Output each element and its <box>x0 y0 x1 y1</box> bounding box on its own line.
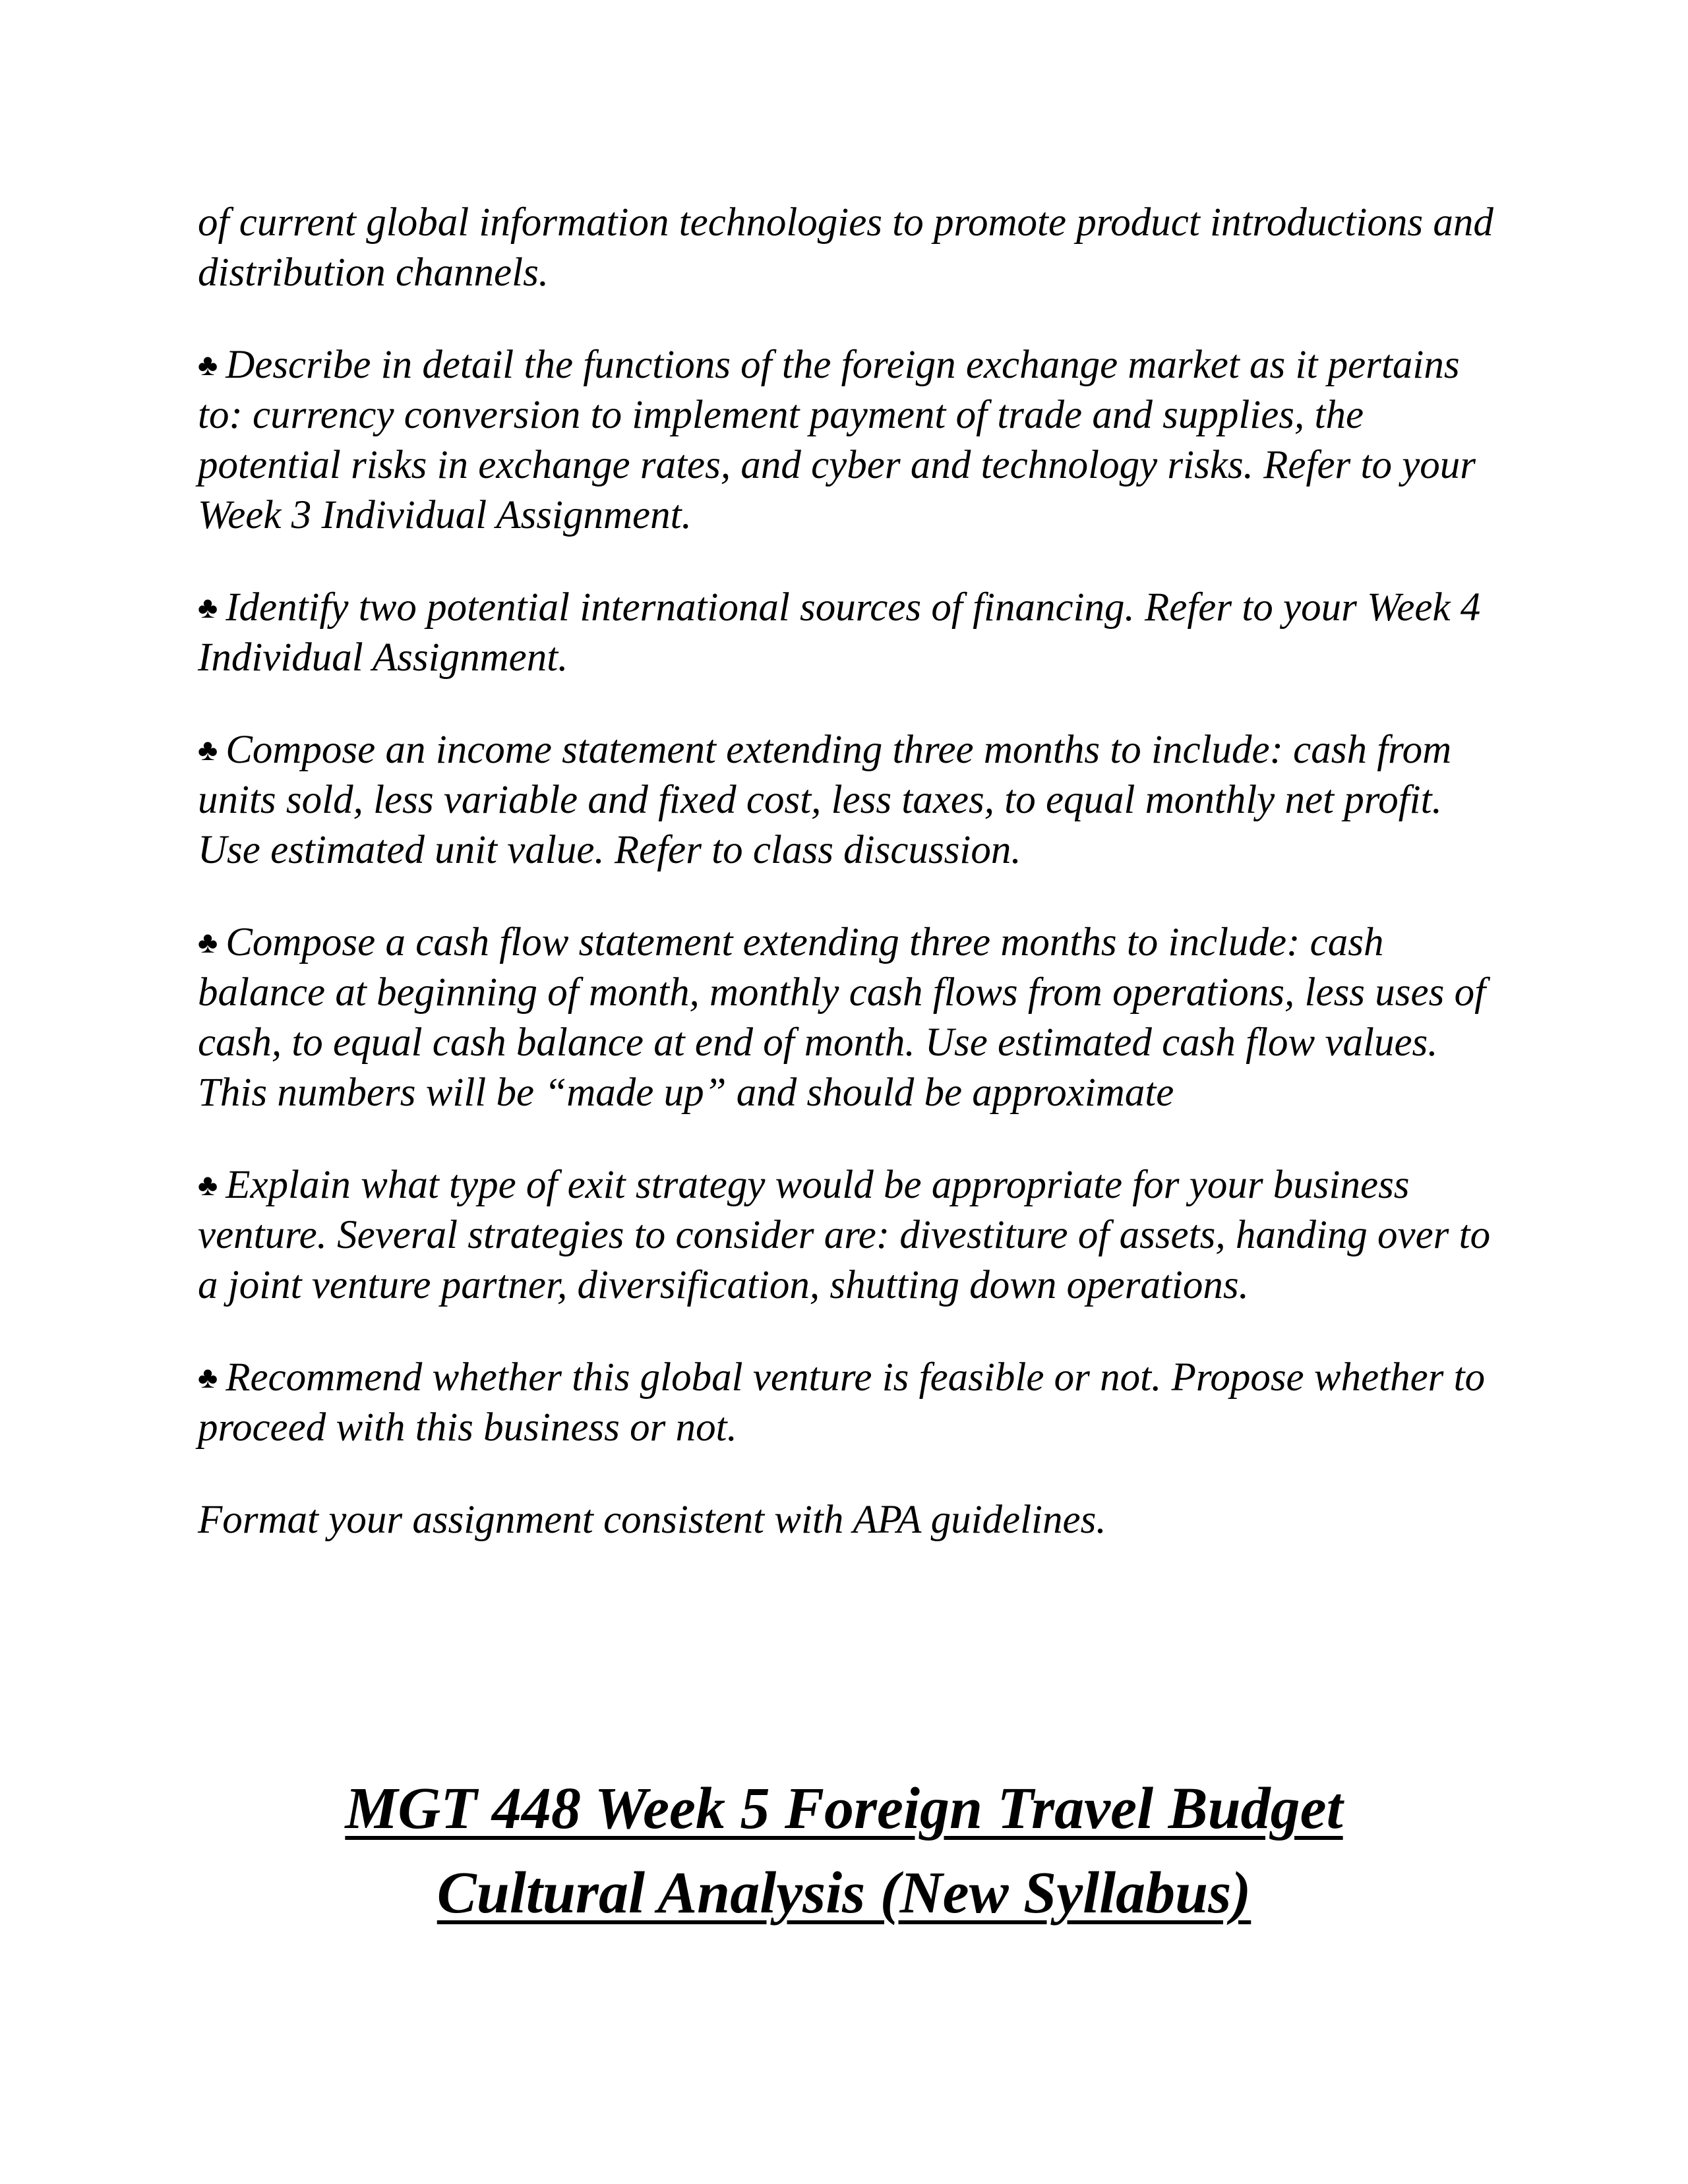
club-bullet-icon: ♣ <box>198 1168 218 1202</box>
club-bullet-icon: ♣ <box>198 926 218 959</box>
heading-line-1: MGT 448 Week 5 Foreign Travel Budget <box>345 1776 1343 1841</box>
club-bullet-icon: ♣ <box>198 591 218 624</box>
section-heading <box>0 1767 1688 1935</box>
bullet-forex-market <box>198 340 1510 541</box>
heading-line-2: Cultural Analysis (New Syllabus) <box>437 1860 1251 1926</box>
bullet-exit-strategy <box>198 1160 1510 1311</box>
body-text <box>198 198 1510 1587</box>
bullet-income-statement <box>198 725 1510 875</box>
paragraph-text: of current global information technologies to promote product introductions and distribution channels. <box>198 200 1493 295</box>
club-bullet-icon: ♣ <box>198 348 218 382</box>
paragraph-text: Describe in detail the functions of the foreign exchange market as it pertains to: currency conversion to implement payment of trade and supplies, the potential risks in exchange rates, and cyber and technology risks. Refer to your Week 3 Individual Assignment. <box>198 343 1476 537</box>
bullet-recommendation <box>198 1353 1510 1453</box>
paragraph-text: Recommend whether this global venture is feasible or not. Propose whether to proceed with this business or not. <box>198 1355 1486 1450</box>
club-bullet-icon: ♣ <box>198 1361 218 1394</box>
paragraph-text: Explain what type of exit strategy would be appropriate for your business venture. Several strategies to consider are: divestiture of assets, handing over to a joint venture partner, diversification, shutting down operations. <box>198 1163 1491 1307</box>
bullet-financing <box>198 583 1510 683</box>
paragraph-text: Compose an income statement extending three months to include: cash from units sold, less variable and fixed cost, less taxes, to equal monthly net profit. Use estimated unit value. Refer to class discussion. <box>198 728 1452 872</box>
paragraph-text: Identify two potential international sources of financing. Refer to your Week 4 Individual Assignment. <box>198 585 1481 680</box>
club-bullet-icon: ♣ <box>198 733 218 767</box>
paragraph-intro <box>198 198 1510 298</box>
paragraph-text: Format your assignment consistent with APA guidelines. <box>198 1498 1106 1542</box>
bullet-cash-flow <box>198 918 1510 1118</box>
paragraph-text: Compose a cash flow statement extending three months to include: cash balance at beginning of month, monthly cash flows from operations, less uses of cash, to equal cash balance at end of month. Use estimated cash flow values. This numbers will be “made up” and should be approximate <box>198 920 1486 1115</box>
paragraph-apa-format <box>198 1495 1510 1545</box>
